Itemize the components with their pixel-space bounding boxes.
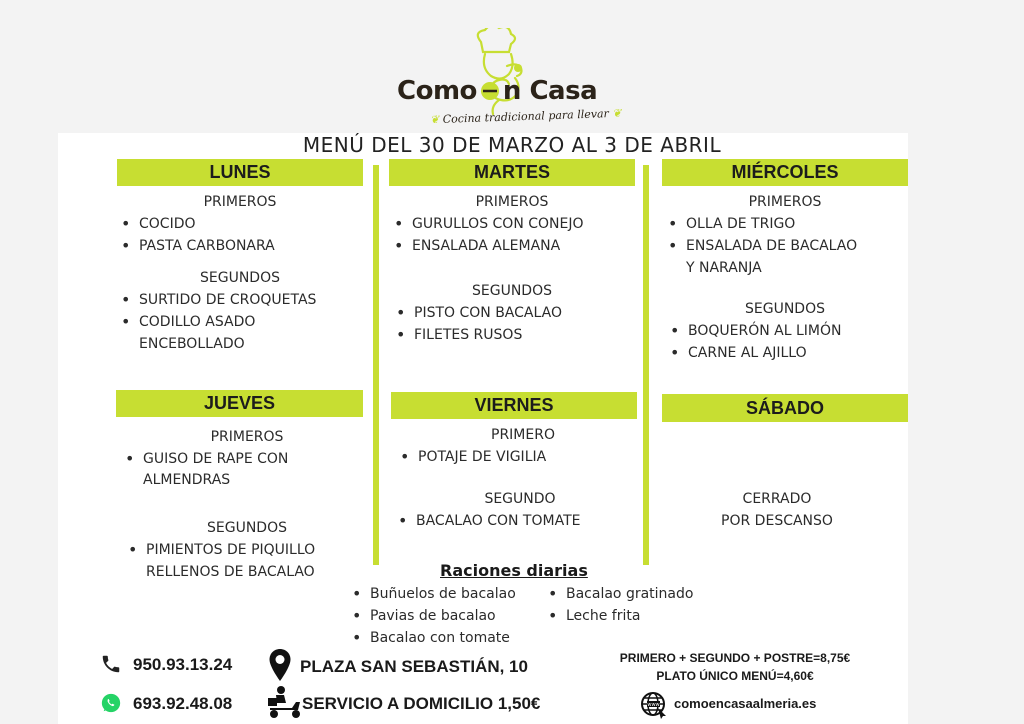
miercoles-primeros-label: PRIMEROS xyxy=(748,194,822,210)
globe-icon xyxy=(640,691,668,723)
lunes-primeros-label: PRIMEROS xyxy=(203,194,277,210)
website-link[interactable]: comoencasaalmeria.es xyxy=(674,696,817,711)
price-menu: PRIMERO + SEGUNDO + POSTRE=8,75€ xyxy=(619,651,851,665)
leaf-icon-left: ❦ xyxy=(429,113,440,127)
price-single: PLATO ÚNICO MENÚ=4,60€ xyxy=(656,669,814,683)
day-header-viernes: VIERNES xyxy=(391,392,637,419)
miercoles-segundos-label: SEGUNDOS xyxy=(745,301,825,317)
martes-segundos-label: SEGUNDOS xyxy=(472,283,552,299)
whatsapp-number[interactable]: 693.92.48.08 xyxy=(133,694,233,713)
menu-title: MENÚ DEL 30 DE MARZO AL 3 DE ABRIL xyxy=(302,133,722,157)
martes-primeros-list xyxy=(392,213,640,257)
list-item: • PIMIENTOS DE PIQUILLO xyxy=(126,539,371,561)
list-item: • POTAJE DE VIGILIA xyxy=(398,446,638,468)
location-pin-icon xyxy=(268,648,292,686)
brand-name-part1: Como xyxy=(397,76,477,106)
list-item: • Leche frita xyxy=(546,605,716,627)
list-item: • CODILLO ASADO xyxy=(119,311,359,333)
delivery-scooter-icon xyxy=(266,684,304,724)
day-header-lunes: LUNES xyxy=(117,159,363,186)
list-item: • PASTA CARBONARA xyxy=(119,235,359,257)
list-item: • ENSALADA ALEMANA xyxy=(392,235,640,257)
day-header-miercoles: MIÉRCOLES xyxy=(662,159,908,186)
brand-e-icon xyxy=(477,76,503,106)
list-item: • FILETES RUSOS xyxy=(394,324,634,346)
svg-text:www: www xyxy=(647,702,660,708)
list-item: • GUISO DE RAPE CON xyxy=(123,448,368,470)
raciones-title: Raciones diarias xyxy=(440,561,588,580)
whatsapp-icon xyxy=(100,692,122,718)
lunes-segundos-label: SEGUNDOS xyxy=(200,270,280,286)
list-item: • Pavias de bacalao xyxy=(350,605,550,627)
tagline-text: Cocina tradicional para llevar xyxy=(442,107,610,126)
list-item: • Buñuelos de bacalao xyxy=(350,583,550,605)
miercoles-primeros-list xyxy=(666,213,906,257)
list-item: • CARNE AL AJILLO xyxy=(668,342,906,364)
leaf-icon-right: ❦ xyxy=(612,106,622,120)
viernes-segundo-label: SEGUNDO xyxy=(484,491,556,507)
brand-name-part2: n Casa xyxy=(502,76,598,106)
day-header-jueves: JUEVES xyxy=(116,390,363,417)
martes-primeros-label: PRIMEROS xyxy=(475,194,549,210)
list-item: • PISTO CON BACALAO xyxy=(394,302,634,324)
jueves-segundos-continuation: RELLENOS DE BACALAO xyxy=(146,564,315,580)
raciones-list-left xyxy=(350,583,550,649)
list-item: • GURULLOS CON CONEJO xyxy=(392,213,640,235)
address-text: PLAZA SAN SEBASTIÁN, 10 xyxy=(300,657,528,676)
raciones-list-right xyxy=(546,583,716,627)
sabado-closed-line2: POR DESCANSO xyxy=(721,513,833,529)
lunes-segundos-continuation: ENCEBOLLADO xyxy=(139,336,245,352)
column-divider-left xyxy=(373,165,379,565)
list-item: • ENSALADA DE BACALAO xyxy=(666,235,906,257)
list-item: • COCIDO xyxy=(119,213,359,235)
day-header-martes: MARTES xyxy=(389,159,635,186)
jueves-segundos-label: SEGUNDOS xyxy=(207,520,287,536)
viernes-segundo-list xyxy=(396,510,638,532)
lunes-segundos-list xyxy=(119,289,359,333)
list-item: • Bacalao gratinado xyxy=(546,583,716,605)
viernes-primero-label: PRIMERO xyxy=(491,427,555,443)
viernes-primero-list xyxy=(398,446,638,468)
sabado-closed-line1: CERRADO xyxy=(742,491,812,507)
list-item: • BACALAO CON TOMATE xyxy=(396,510,638,532)
jueves-primeros-continuation: ALMENDRAS xyxy=(143,472,231,488)
miercoles-primeros-continuation: Y NARANJA xyxy=(686,260,762,276)
day-header-sabado: SÁBADO xyxy=(662,394,908,422)
list-item: • BOQUERÓN AL LIMÓN xyxy=(668,320,906,342)
jueves-segundos-list xyxy=(126,539,371,561)
brand-name xyxy=(397,76,597,106)
phone-number[interactable]: 950.93.13.24 xyxy=(133,655,233,674)
list-item: • OLLA DE TRIGO xyxy=(666,213,906,235)
jueves-primeros-list xyxy=(123,448,368,470)
jueves-primeros-label: PRIMEROS xyxy=(210,429,284,445)
miercoles-segundos-list xyxy=(668,320,906,364)
lunes-primeros-list xyxy=(119,213,359,257)
phone-icon xyxy=(100,653,122,679)
list-item: • SURTIDO DE CROQUETAS xyxy=(119,289,359,311)
delivery-text: SERVICIO A DOMICILIO 1,50€ xyxy=(302,694,541,713)
martes-segundos-list xyxy=(394,302,634,346)
list-item: • Bacalao con tomate xyxy=(350,627,550,649)
